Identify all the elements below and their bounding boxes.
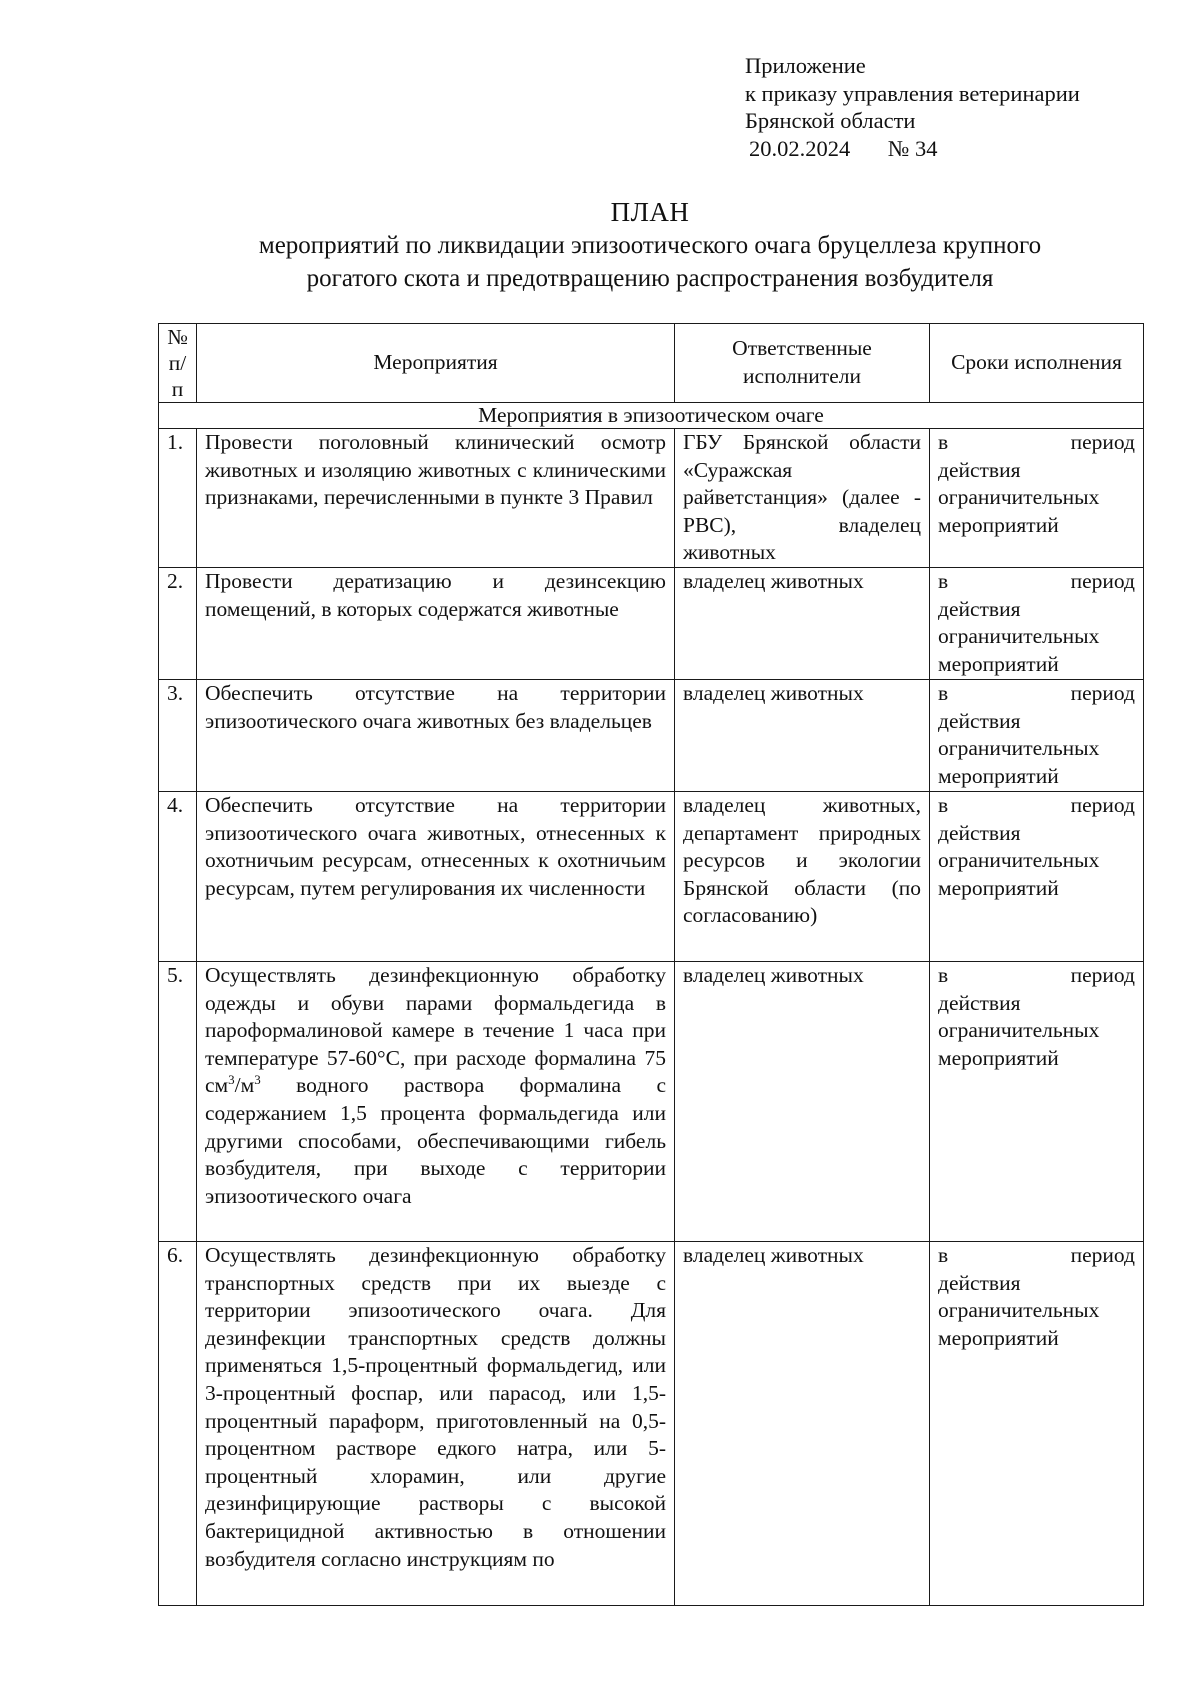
table-header-row <box>159 324 1144 403</box>
row-activity-text: Осуществлять дезинфекционную обработку одежды и обуви парами формальдегида в пароформалиновой камере в течение 1 часа при температуре 57-60°C, при расходе формалина 75 см <box>205 962 666 1098</box>
term-word: период <box>1070 680 1135 705</box>
term-word: период <box>1070 430 1135 454</box>
term-rest: действия ограничительных мероприятий <box>938 990 1100 1070</box>
row-number: 4. <box>159 791 197 961</box>
order-date: 20.02.2024 <box>749 135 851 161</box>
term-word: в <box>938 1242 949 1267</box>
row-term <box>930 429 1144 568</box>
header-term: Сроки исполнения <box>930 324 1144 403</box>
superscript: 3 <box>228 1072 235 1088</box>
row-activity-text: /м <box>234 1073 255 1098</box>
term-rest: действия ограничительных мероприятий <box>938 820 1100 900</box>
table-row <box>159 679 1144 791</box>
row-activity: Обеспечить отсутствие на территории эпизоотического очага животных, отнесенных к охотничьим ресурсам, отнесенных к охотничьим ресурсам, путем регулирования их численности <box>197 791 675 961</box>
section-title: Мероприятия в эпизоотическом очаге <box>159 403 1144 429</box>
row-responsible: владелец животных <box>675 679 930 791</box>
term-word: период <box>1070 1242 1135 1267</box>
term-word: в <box>938 430 949 454</box>
term-rest: действия ограничительных мероприятий <box>938 457 1100 537</box>
row-term <box>930 1241 1144 1605</box>
section-row <box>159 403 1144 429</box>
header-responsible: Ответственные исполнители <box>675 324 930 403</box>
order-number: № 34 <box>887 135 938 161</box>
row-activity: Провести дератизацию и дезинсекцию помещений, в которых содержатся животные <box>197 567 675 679</box>
term-rest: действия ограничительных мероприятий <box>938 1270 1100 1350</box>
term-word: в <box>938 962 949 987</box>
document-title <box>150 196 1150 295</box>
row-responsible: владелец животных <box>675 567 930 679</box>
row-number: 3. <box>159 679 197 791</box>
term-word: в <box>938 680 949 705</box>
row-term <box>930 791 1144 961</box>
term-rest: действия ограничительных мероприятий <box>938 708 1100 788</box>
table-row <box>159 961 1144 1241</box>
row-term <box>930 679 1144 791</box>
title-sub-line: мероприятий по ликвидации эпизоотического очага бруцеллеза крупного <box>258 232 1042 259</box>
table-row <box>159 791 1144 961</box>
row-activity: Обеспечить отсутствие на территории эпизоотического очага животных без владельцев <box>197 679 675 791</box>
row-responsible: ГБУ Брянской области «Суражская райветстанция» (далее - РВС), владелец животных <box>675 429 930 568</box>
header-num: № п/п <box>159 324 197 403</box>
superscript: 3 <box>254 1072 261 1088</box>
term-word: в <box>938 792 949 817</box>
table-row <box>159 567 1144 679</box>
appendix-line: Брянской области <box>745 108 916 133</box>
row-number: 1. <box>159 429 197 568</box>
row-number: 2. <box>159 567 197 679</box>
row-number: 6. <box>159 1241 197 1605</box>
term-rest: действия ограничительных мероприятий <box>938 596 1100 676</box>
row-term <box>930 567 1144 679</box>
row-responsible: владелец животных <box>675 1241 930 1605</box>
appendix-line: Приложение <box>745 53 866 78</box>
row-responsible: владелец животных, департамент природных ресурсов и экологии Брянской области (по согласованию) <box>675 791 930 961</box>
appendix-line: к приказу управления ветеринарии <box>745 80 1080 106</box>
title-sub-line: рогатого скота и предотвращению распространения возбудителя <box>306 265 994 292</box>
row-activity <box>197 961 675 1241</box>
term-word: период <box>1070 962 1135 987</box>
row-term <box>930 961 1144 1241</box>
row-activity-text: водного раствора формалина с содержанием 1,5 процента формальдегида или другими способами, обеспечивающими гибель возбудителя, при выходе с территории эпизоотического очага <box>205 1073 666 1208</box>
row-activity: Осуществлять дезинфекционную обработку транспортных средств при их выезде с территории эпизоотического очага. Для дезинфекции транспортных средств должны применяться 1,5-процентный формальдегид, или 3-процентный фоспар, или парасод, или 1,5-процентный параформ, приготовленный на 0,5-процентном растворе едкого натра, или 5-процентный хлорамин, или другие дезинфицирующие растворы с высокой бактерицидной активностью в отношении возбудителя согласно инструкциям по <box>197 1241 675 1605</box>
table-row <box>159 429 1144 568</box>
title-main: ПЛАН <box>610 197 690 227</box>
appendix-header <box>745 52 1080 162</box>
term-word: в <box>938 568 949 593</box>
row-number: 5. <box>159 961 197 1241</box>
term-word: период <box>1070 568 1135 593</box>
table-row <box>159 1241 1144 1605</box>
row-activity: Провести поголовный клинический осмотр животных и изоляцию животных с клиническими признаками, перечисленными в пункте 3 Правил <box>197 429 675 568</box>
row-responsible: владелец животных <box>675 961 930 1241</box>
term-word: период <box>1070 792 1135 817</box>
plan-table <box>158 323 1144 1606</box>
header-activity: Мероприятия <box>197 324 675 403</box>
appendix-date-line <box>745 135 1080 163</box>
